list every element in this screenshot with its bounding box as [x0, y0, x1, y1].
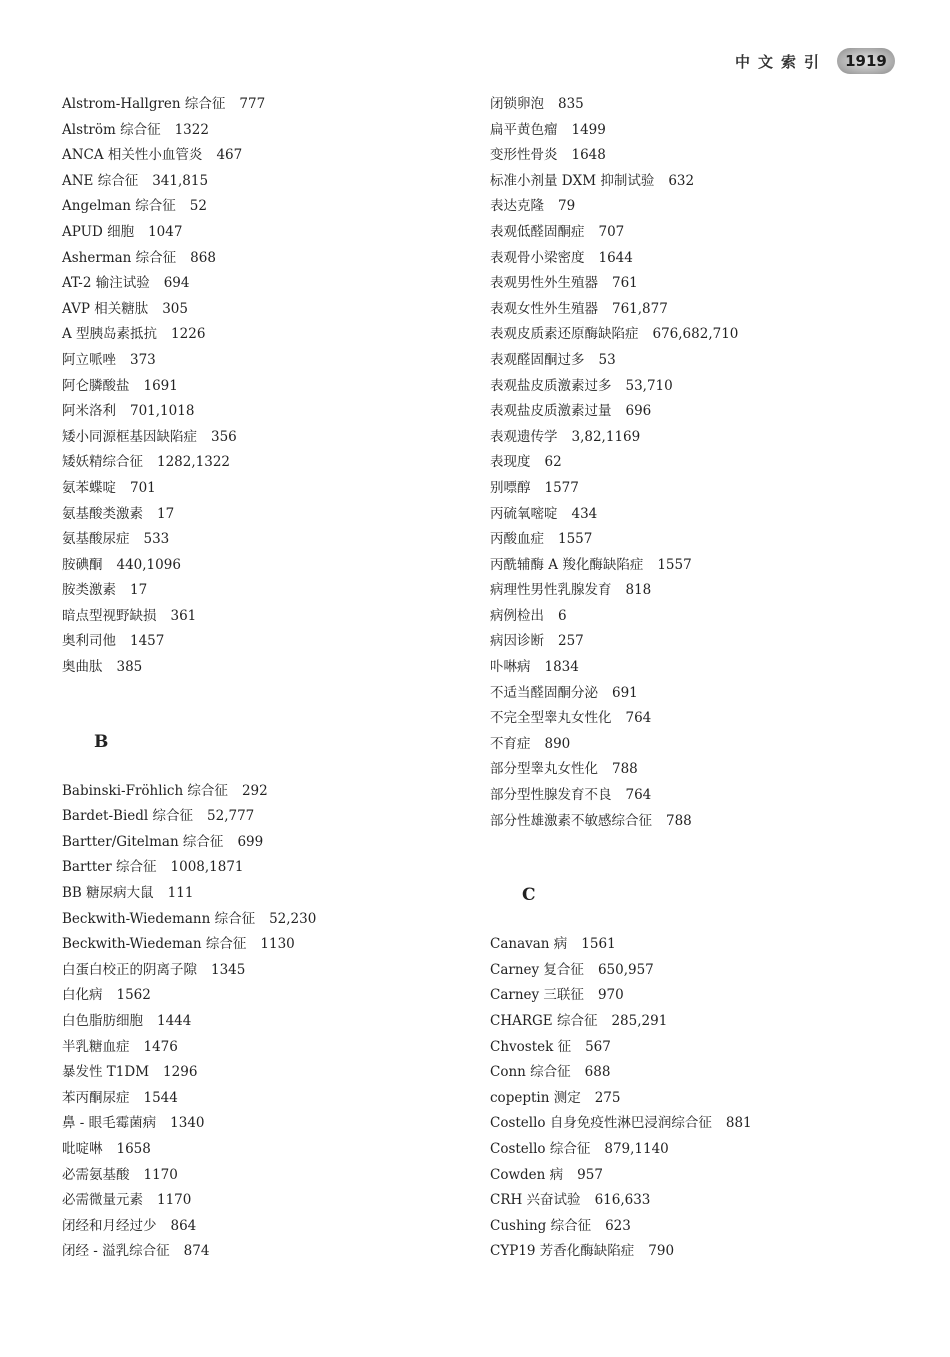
index-term: 部分型睾丸女性化 — [490, 761, 598, 778]
index-entry — [62, 1214, 452, 1240]
index-term: 阿仑膦酸盐 — [62, 377, 130, 394]
index-entry — [62, 1188, 452, 1214]
index-page-refs: 650,957 — [597, 961, 654, 978]
index-entry — [62, 1009, 452, 1035]
index-term: 部分型性腺发育不良 — [490, 787, 612, 804]
index-page-refs: 970 — [597, 987, 624, 1004]
index-entry — [490, 1009, 910, 1035]
index-entry — [490, 706, 910, 732]
index-term: Babinski-Fröhlich 综合征 — [62, 782, 228, 799]
index-page-refs: 467 — [216, 147, 243, 164]
index-entry — [62, 118, 452, 144]
index-page-refs: 676,682,710 — [652, 326, 739, 343]
index-entry — [62, 983, 452, 1009]
index-term: Bartter 综合征 — [62, 859, 157, 876]
index-term: Costello 自身免疫性淋巴浸润综合征 — [490, 1115, 712, 1132]
header-title: 中文索引 — [734, 52, 827, 71]
index-entry — [490, 578, 910, 604]
index-page-refs: 305 — [162, 300, 188, 317]
index-entry — [62, 1111, 452, 1137]
index-entry — [62, 804, 452, 830]
index-term: 闭经 - 溢乳综合征 — [62, 1243, 170, 1260]
section-letter-c: C — [522, 885, 536, 906]
index-entry — [62, 322, 452, 348]
index-page-refs: 1648 — [571, 147, 606, 164]
index-page-refs: 1170 — [143, 1166, 178, 1183]
index-term: Bartter/Gitelman 综合征 — [62, 833, 224, 850]
index-page-refs: 694 — [163, 275, 190, 292]
index-page-refs: 1170 — [157, 1192, 192, 1209]
index-term: AVP 相关糖肽 — [62, 300, 149, 317]
index-entry — [490, 932, 910, 958]
index-page-refs: 890 — [544, 735, 571, 752]
index-term: 吡啶啉 — [62, 1140, 103, 1157]
index-entry — [490, 476, 910, 502]
index-entry — [490, 655, 910, 681]
index-entry — [490, 348, 910, 374]
index-page-refs: 1691 — [143, 377, 178, 394]
index-page-refs: 1476 — [143, 1038, 178, 1055]
index-page-refs: 1457 — [130, 633, 165, 650]
index-page-refs: 868 — [190, 249, 216, 266]
index-page-refs: 790 — [648, 1243, 675, 1260]
index-term: 变形性骨炎 — [490, 147, 558, 164]
entry-group-b — [62, 779, 452, 1265]
index-entry — [62, 425, 452, 451]
index-page-refs: 53 — [598, 351, 616, 368]
index-entry — [490, 118, 910, 144]
index-page-refs: 17 — [130, 582, 148, 599]
index-term: Beckwith-Wiedeman 综合征 — [62, 936, 247, 953]
index-entry — [62, 855, 452, 881]
index-entry — [62, 374, 452, 400]
index-page-refs: 761 — [612, 275, 638, 292]
index-entry — [62, 143, 452, 169]
entry-group-c — [490, 932, 910, 1265]
index-page-refs: 1008,1871 — [170, 859, 244, 876]
index-page-refs: 292 — [241, 782, 268, 799]
index-entry — [490, 1060, 910, 1086]
index-page-refs: 373 — [130, 351, 156, 368]
index-entry — [62, 1137, 452, 1163]
index-page-refs: 696 — [625, 403, 652, 420]
entry-group-b-continued — [490, 92, 910, 834]
index-page-refs: 1444 — [157, 1013, 192, 1029]
index-page-refs: 3,82,1169 — [571, 428, 641, 445]
index-entry — [62, 246, 452, 272]
index-page-refs: 701 — [130, 479, 156, 496]
index-entry — [62, 604, 452, 630]
index-term: Carney 复合征 — [490, 961, 584, 978]
index-page-refs: 761,877 — [612, 300, 668, 317]
index-term: 表观醛固酮过多 — [490, 351, 585, 368]
index-entry — [62, 399, 452, 425]
index-term: 阿米洛利 — [62, 403, 116, 420]
index-term: 表达克隆 — [490, 198, 544, 215]
index-entry — [62, 830, 452, 856]
index-page-refs: 701,1018 — [130, 403, 195, 420]
index-term: 丙酸血症 — [490, 531, 544, 548]
index-entry — [490, 194, 910, 220]
index-page-refs: 341,815 — [152, 172, 209, 189]
index-term: CRH 兴奋试验 — [490, 1192, 581, 1209]
index-term: 表观低醛固酮症 — [490, 223, 585, 240]
section-letter-b: B — [94, 731, 109, 752]
index-term: 丙硫氧嘧啶 — [490, 505, 558, 522]
index-page-refs: 275 — [594, 1089, 621, 1106]
index-entry — [490, 399, 910, 425]
index-entry — [490, 297, 910, 323]
index-term: 矮妖精综合征 — [62, 454, 143, 471]
index-page-refs: 1130 — [260, 936, 295, 953]
index-term: 不适当醛固酮分泌 — [490, 684, 598, 701]
index-page-refs: 879,1140 — [604, 1140, 669, 1157]
index-entry — [490, 374, 910, 400]
index-entry — [62, 932, 452, 958]
index-page-refs: 385 — [116, 659, 143, 676]
index-entry — [62, 220, 452, 246]
index-entry — [490, 527, 910, 553]
index-page-refs: 53,710 — [625, 377, 673, 394]
index-entry — [490, 1035, 910, 1061]
index-entry — [62, 271, 452, 297]
index-page-refs: 691 — [612, 684, 638, 701]
index-term: Conn 综合征 — [490, 1064, 571, 1081]
index-page-refs: 957 — [577, 1166, 603, 1183]
index-entry — [62, 92, 452, 118]
index-term: 卟啉病 — [490, 659, 531, 676]
index-term: 病理性男性乳腺发育 — [490, 582, 612, 599]
index-entry — [62, 1035, 452, 1061]
index-term: 白蛋白校正的阴离子隙 — [62, 961, 197, 978]
index-term: 表观骨小梁密度 — [490, 249, 585, 266]
index-term: 氨基酸尿症 — [62, 531, 130, 548]
index-entry — [490, 1137, 910, 1163]
index-term: Cowden 病 — [490, 1166, 564, 1183]
index-page-refs: 688 — [584, 1064, 611, 1081]
index-page-refs: 1557 — [657, 556, 692, 573]
index-term: 奥利司他 — [62, 633, 116, 650]
index-entry — [62, 297, 452, 323]
index-term: Angelman 综合征 — [62, 198, 176, 215]
index-term: 苯丙酮尿症 — [62, 1089, 130, 1106]
index-page-refs: 1322 — [174, 121, 209, 138]
index-term: 不完全型睾丸女性化 — [490, 710, 612, 727]
index-page-refs: 623 — [605, 1217, 631, 1234]
index-term: 表观男性外生殖器 — [490, 275, 598, 292]
index-term: 病例检出 — [490, 607, 544, 624]
index-term: Canavan 病 — [490, 936, 568, 953]
index-term: copeptin 测定 — [490, 1089, 581, 1106]
index-term: 必需氨基酸 — [62, 1166, 130, 1183]
index-page-refs: 1047 — [148, 223, 183, 240]
index-term: Chvostek 征 — [490, 1038, 572, 1055]
index-page-refs: 764 — [625, 787, 652, 804]
index-page-refs: 1340 — [170, 1115, 205, 1132]
index-entry — [490, 1086, 910, 1112]
index-term: Costello 综合征 — [490, 1140, 591, 1157]
index-entry — [490, 92, 910, 118]
index-term: CYP19 芳香化酶缺陷症 — [490, 1243, 635, 1260]
index-entry — [62, 629, 452, 655]
index-term: BB 糖尿病大鼠 — [62, 885, 154, 902]
index-term: 表现度 — [490, 454, 531, 471]
index-entry — [490, 169, 910, 195]
index-entry — [490, 604, 910, 630]
index-page-refs: 1557 — [558, 531, 593, 548]
index-page-refs: 1499 — [571, 121, 606, 138]
index-page-refs: 864 — [170, 1217, 197, 1234]
left-column — [62, 92, 452, 1265]
index-entry — [62, 1239, 452, 1265]
index-page-refs: 285,291 — [611, 1013, 668, 1029]
index-page-refs: 1345 — [211, 961, 246, 978]
index-term: 表观盐皮质激素过量 — [490, 403, 612, 420]
index-term: 不育症 — [490, 735, 531, 752]
index-page-refs: 356 — [211, 428, 237, 445]
index-page-refs: 1644 — [598, 249, 633, 266]
index-page-refs: 1282,1322 — [157, 454, 231, 471]
index-page-refs: 1296 — [163, 1064, 198, 1081]
index-term: 表观盐皮质激素过多 — [490, 377, 612, 394]
index-entry — [490, 1163, 910, 1189]
index-term: APUD 细胞 — [62, 223, 135, 240]
index-term: 奥曲肽 — [62, 659, 103, 676]
index-page-refs: 111 — [167, 885, 194, 902]
index-entry — [490, 450, 910, 476]
index-term: 标准小剂量 DXM 抑制试验 — [490, 172, 655, 189]
index-term: 鼻 - 眼毛霉菌病 — [62, 1115, 157, 1132]
index-page-refs: 52,777 — [207, 808, 255, 825]
index-term: 病因诊断 — [490, 633, 544, 650]
index-page-refs: 52,230 — [269, 910, 317, 927]
index-term: 必需微量元素 — [62, 1192, 143, 1209]
index-entry — [62, 502, 452, 528]
right-column — [490, 92, 910, 1265]
index-term: ANCA 相关性小血管炎 — [62, 147, 203, 164]
index-page-refs: 777 — [239, 96, 266, 112]
index-entry — [490, 220, 910, 246]
index-term: 部分性雄激素不敏感综合征 — [490, 812, 652, 829]
index-entry — [490, 502, 910, 528]
index-entry — [490, 958, 910, 984]
index-term: 氨苯蝶啶 — [62, 479, 116, 496]
index-entry — [62, 958, 452, 984]
index-entry — [62, 655, 452, 681]
index-entry — [490, 757, 910, 783]
index-term: ANE 综合征 — [62, 172, 139, 189]
index-page-refs: 6 — [558, 607, 567, 624]
index-entry — [62, 1086, 452, 1112]
index-term: 白化病 — [62, 987, 103, 1004]
index-page-refs: 835 — [558, 96, 584, 112]
index-term: 氨基酸类激素 — [62, 505, 143, 522]
index-page-refs: 1562 — [116, 987, 151, 1004]
index-term: Alstrom-Hallgren 综合征 — [62, 96, 226, 112]
index-entry — [62, 169, 452, 195]
index-page-refs: 79 — [558, 198, 576, 215]
index-entry — [490, 1239, 910, 1265]
index-term: Cushing 综合征 — [490, 1217, 592, 1234]
index-term: 表观遗传学 — [490, 428, 558, 445]
index-page-refs: 1658 — [116, 1140, 151, 1157]
index-page-refs: 699 — [237, 833, 264, 850]
index-page-refs: 788 — [666, 812, 692, 829]
index-entry — [490, 1214, 910, 1240]
index-entry — [62, 907, 452, 933]
index-page-refs: 632 — [668, 172, 695, 189]
index-entry — [490, 553, 910, 579]
index-page-refs: 616,633 — [594, 1192, 651, 1209]
index-entry — [62, 779, 452, 805]
index-entry — [62, 578, 452, 604]
index-term: 阿立哌唑 — [62, 351, 116, 368]
index-entry — [490, 322, 910, 348]
index-term: 暴发性 T1DM — [62, 1064, 150, 1081]
index-entry — [490, 783, 910, 809]
index-entry — [490, 246, 910, 272]
index-page-refs: 874 — [183, 1243, 210, 1260]
index-term: 暗点型视野缺损 — [62, 607, 157, 624]
page-number-badge: 1919 — [837, 48, 895, 74]
index-page-refs: 440,1096 — [116, 556, 181, 573]
index-entry — [490, 1188, 910, 1214]
index-page-refs: 764 — [625, 710, 652, 727]
index-entry — [62, 881, 452, 907]
index-entry — [62, 476, 452, 502]
index-entry — [62, 194, 452, 220]
index-entry — [62, 1060, 452, 1086]
index-term: 胺碘酮 — [62, 556, 103, 573]
index-term: 白色脂肪细胞 — [62, 1013, 143, 1029]
index-entry — [62, 553, 452, 579]
index-term: 闭经和月经过少 — [62, 1217, 157, 1234]
index-page-refs: 1226 — [171, 326, 206, 343]
index-entry — [490, 681, 910, 707]
index-page-refs: 1561 — [581, 936, 616, 953]
index-term: 闭锁卵泡 — [490, 96, 544, 112]
index-term: Bardet-Biedl 综合征 — [62, 808, 194, 825]
index-entry — [62, 1163, 452, 1189]
index-page-refs: 1544 — [143, 1089, 178, 1106]
index-page-refs: 1834 — [544, 659, 579, 676]
page-header — [735, 48, 895, 74]
index-page-refs: 1577 — [544, 479, 579, 496]
index-term: Alström 综合征 — [62, 121, 161, 138]
index-page-refs: 434 — [571, 505, 598, 522]
index-entry — [62, 527, 452, 553]
index-term: 矮小同源框基因缺陷症 — [62, 428, 197, 445]
index-term: 表观女性外生殖器 — [490, 300, 598, 317]
index-term: 表观皮质素还原酶缺陷症 — [490, 326, 639, 343]
index-term: 扁平黄色瘤 — [490, 121, 558, 138]
index-entry — [490, 271, 910, 297]
index-term: 胺类激素 — [62, 582, 116, 599]
index-entry — [490, 629, 910, 655]
index-term: Carney 三联征 — [490, 987, 584, 1004]
index-page-refs: 533 — [143, 531, 170, 548]
index-page-refs: 881 — [725, 1115, 752, 1132]
index-page-refs: 567 — [585, 1038, 611, 1055]
index-term: AT-2 输注试验 — [62, 275, 150, 292]
index-entry — [490, 809, 910, 835]
index-page-refs: 361 — [170, 607, 197, 624]
index-page-refs: 818 — [625, 582, 652, 599]
index-entry — [490, 1111, 910, 1137]
index-term: 丙酰辅酶 A 羧化酶缺陷症 — [490, 556, 644, 573]
index-entry — [62, 450, 452, 476]
index-entry — [490, 425, 910, 451]
index-entry — [62, 348, 452, 374]
index-term: Asherman 综合征 — [62, 249, 177, 266]
index-term: A 型胰岛素抵抗 — [62, 326, 158, 343]
index-page-refs: 17 — [157, 505, 175, 522]
index-term: 别嘌醇 — [490, 479, 531, 496]
index-entry — [490, 732, 910, 758]
index-page-refs: 788 — [612, 761, 638, 778]
index-term: Beckwith-Wiedemann 综合征 — [62, 910, 256, 927]
index-page-refs: 707 — [598, 223, 625, 240]
index-entry — [490, 143, 910, 169]
index-page-refs: 257 — [558, 633, 584, 650]
index-page-refs: 52 — [189, 198, 207, 215]
index-term: CHARGE 综合征 — [490, 1013, 598, 1029]
index-entry — [490, 983, 910, 1009]
index-term: 半乳糖血症 — [62, 1038, 130, 1055]
entry-group-a — [62, 92, 452, 681]
index-page-refs: 62 — [544, 454, 562, 471]
